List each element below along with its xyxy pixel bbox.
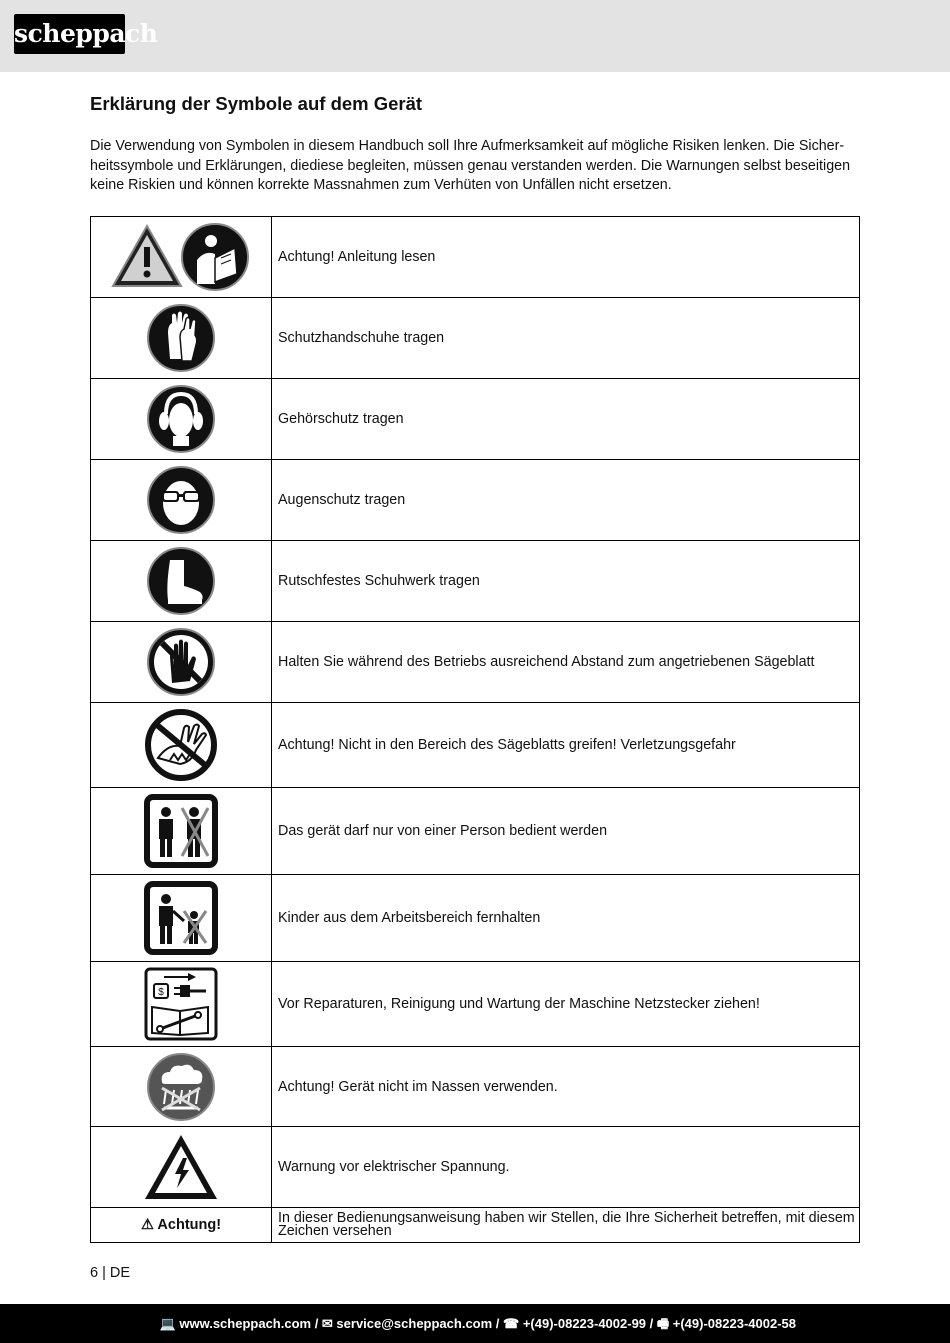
no-hand-icon: [146, 627, 216, 697]
attention-description: In dieser Bedienungsanweisung haben wir Stellen, die Ihre Sicherheit betreffen, mit diesem Zeichen versehen: [272, 1208, 860, 1243]
warning-read-manual-icon: [111, 222, 251, 292]
symbol-description: Vor Reparaturen, Reinigung und Wartung der Maschine Netzstecker ziehen!: [272, 962, 860, 1047]
table-row: [91, 788, 860, 875]
table-row: [91, 541, 860, 622]
table-row: [91, 622, 860, 703]
symbol-cell: [91, 622, 272, 703]
logo-text: scheppach: [14, 19, 158, 48]
symbol-cell: [91, 1127, 272, 1208]
safety-shoe-icon: [146, 546, 216, 616]
table-row: [91, 875, 860, 962]
table-row: [91, 1208, 860, 1243]
symbol-table: [90, 216, 860, 1243]
electric-voltage-icon: [143, 1132, 219, 1202]
footer-contact: 💻 www.scheppach.com / ✉ service@scheppach.com / ☎ +(49)-08223-4002-99 / 🖷 +(49)-08223-4002-58: [159, 1316, 796, 1331]
symbol-description: Achtung! Gerät nicht im Nassen verwenden.: [272, 1047, 860, 1127]
symbol-description: Rutschfestes Schuhwerk tragen: [272, 541, 860, 622]
eye-protection-icon: [146, 465, 216, 535]
ear-protection-icon: [146, 384, 216, 454]
symbol-cell: [91, 379, 272, 460]
symbol-description: Das gerät darf nur von einer Person bedient werden: [272, 788, 860, 875]
symbol-description: Schutzhandschuhe tragen: [272, 298, 860, 379]
table-row: [91, 217, 860, 298]
page-number: 6 | DE: [90, 1265, 131, 1281]
unplug-before-service-icon: [144, 967, 218, 1041]
symbol-description: Halten Sie während des Betriebs ausreichend Abstand zum angetriebenen Sägeblatt: [272, 622, 860, 703]
symbol-description: Warnung vor elektrischer Spannung.: [272, 1127, 860, 1208]
symbol-cell: [91, 962, 272, 1047]
no-rain-icon: [146, 1052, 216, 1122]
symbol-cell: [91, 541, 272, 622]
attention-label: ⚠ Achtung!: [91, 1208, 272, 1243]
symbol-cell: [91, 788, 272, 875]
symbol-cell: [91, 703, 272, 788]
keep-children-away-icon: [144, 881, 218, 955]
table-row: [91, 1127, 860, 1208]
scheppach-logo: [14, 14, 158, 54]
table-row: [91, 460, 860, 541]
no-reach-blade-icon: [144, 708, 218, 782]
symbol-cell: [91, 875, 272, 962]
one-person-icon: [144, 794, 218, 868]
svg-text:$: $: [158, 987, 164, 998]
page-footer: [0, 1304, 950, 1343]
symbol-description: Augenschutz tragen: [272, 460, 860, 541]
table-row: [91, 1047, 860, 1127]
intro-paragraph: Die Verwendung von Symbolen in diesem Handbuch soll Ihre Aufmerksamkeit auf mögliche Risiken lenken. Die Sicher-heitssymbole und Erklärungen, diediese begleiten, müssen genau verstanden werden. Die Warnungen selbst beseitigen keine Riskien und können korrekte Massnahmen zum Verhüten von Unfällen nicht ersetzen.: [90, 138, 851, 193]
symbol-description: Achtung! Nicht in den Bereich des Sägeblatts greifen! Verletzungsgefahr: [272, 703, 860, 788]
table-row: [91, 379, 860, 460]
symbol-cell: [91, 460, 272, 541]
symbol-description: Kinder aus dem Arbeitsbereich fernhalten: [272, 875, 860, 962]
page-title: Erklärung der Symbole auf dem Gerät: [90, 93, 423, 114]
symbol-cell: [91, 298, 272, 379]
symbol-description: Achtung! Anleitung lesen: [272, 217, 860, 298]
page-header: [0, 0, 950, 72]
table-row: [91, 298, 860, 379]
table-row: [91, 962, 860, 1047]
table-row: [91, 703, 860, 788]
symbol-cell: [91, 1047, 272, 1127]
gloves-icon: [146, 303, 216, 373]
symbol-description: Gehörschutz tragen: [272, 379, 860, 460]
symbol-cell: [91, 217, 272, 298]
